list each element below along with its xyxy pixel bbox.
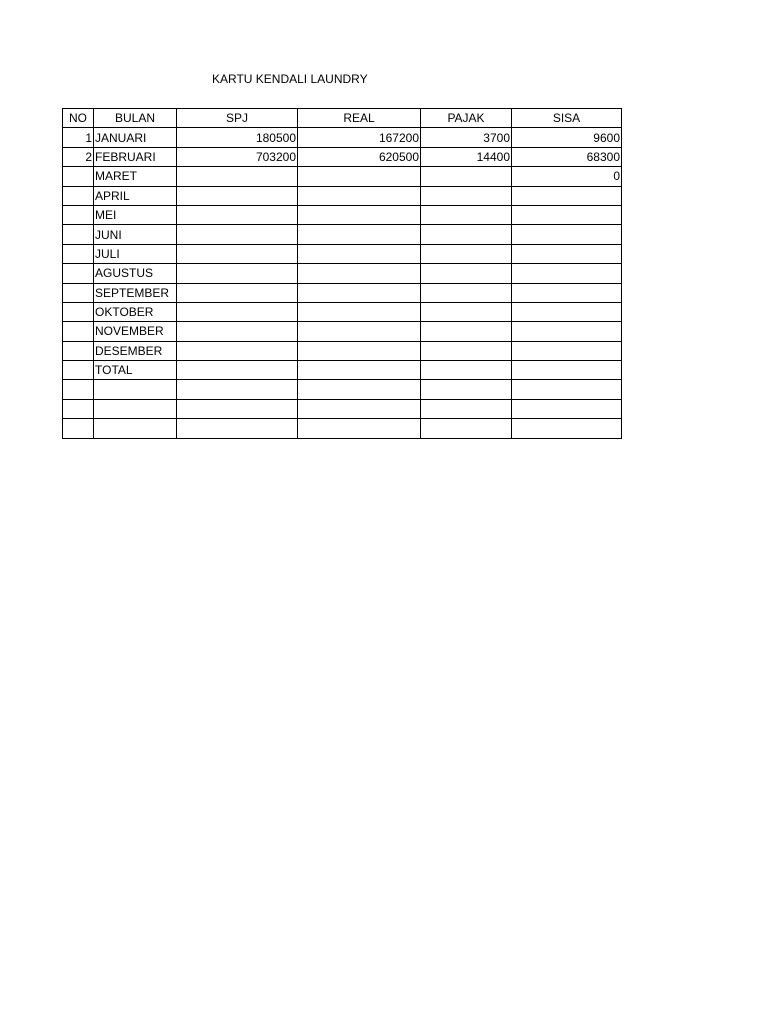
cell-real (298, 419, 421, 438)
table-row (63, 128, 622, 147)
cell-pajak (421, 322, 512, 341)
table-body (63, 128, 622, 438)
cell-real: 620500 (298, 147, 421, 166)
cell-bulan: AGUSTUS (94, 264, 177, 283)
cell-no (63, 264, 94, 283)
table-row (63, 341, 622, 360)
table-row (63, 283, 622, 302)
cell-pajak (421, 361, 512, 380)
table-row (63, 322, 622, 341)
cell-pajak (421, 399, 512, 418)
laundry-control-table (62, 108, 622, 439)
cell-sisa: 0 (512, 167, 622, 186)
table-row (63, 186, 622, 205)
header-real: REAL (298, 109, 421, 128)
cell-spj (177, 167, 298, 186)
cell-no: 1 (63, 128, 94, 147)
header-bulan: BULAN (94, 109, 177, 128)
cell-spj (177, 399, 298, 418)
table-row (63, 205, 622, 224)
cell-pajak (421, 244, 512, 263)
table-row (63, 147, 622, 166)
cell-pajak: 14400 (421, 147, 512, 166)
cell-real (298, 302, 421, 321)
cell-sisa (512, 205, 622, 224)
cell-sisa (512, 283, 622, 302)
cell-pajak (421, 341, 512, 360)
table-row (63, 244, 622, 263)
cell-no (63, 225, 94, 244)
cell-pajak (421, 283, 512, 302)
cell-sisa (512, 264, 622, 283)
cell-sisa (512, 399, 622, 418)
cell-sisa (512, 322, 622, 341)
table-row (63, 167, 622, 186)
cell-no: 2 (63, 147, 94, 166)
table-row (63, 225, 622, 244)
cell-spj (177, 225, 298, 244)
cell-spj (177, 322, 298, 341)
cell-spj (177, 186, 298, 205)
cell-spj (177, 283, 298, 302)
cell-real (298, 380, 421, 399)
cell-bulan: JULI (94, 244, 177, 263)
header-no: NO (63, 109, 94, 128)
cell-no (63, 186, 94, 205)
cell-real (298, 361, 421, 380)
cell-sisa (512, 380, 622, 399)
cell-bulan: TOTAL (94, 361, 177, 380)
cell-real (298, 167, 421, 186)
cell-real (298, 244, 421, 263)
cell-bulan: MARET (94, 167, 177, 186)
cell-real (298, 264, 421, 283)
cell-pajak (421, 167, 512, 186)
cell-no (63, 302, 94, 321)
cell-sisa (512, 341, 622, 360)
cell-bulan: FEBRUARI (94, 147, 177, 166)
cell-real: 167200 (298, 128, 421, 147)
cell-no (63, 419, 94, 438)
cell-no (63, 380, 94, 399)
cell-no (63, 399, 94, 418)
cell-sisa (512, 419, 622, 438)
cell-real (298, 399, 421, 418)
cell-no (63, 361, 94, 380)
cell-real (298, 341, 421, 360)
header-pajak: PAJAK (421, 109, 512, 128)
table-row (63, 264, 622, 283)
cell-bulan: OKTOBER (94, 302, 177, 321)
cell-bulan (94, 399, 177, 418)
cell-sisa: 9600 (512, 128, 622, 147)
header-sisa: SISA (512, 109, 622, 128)
cell-bulan: JANUARI (94, 128, 177, 147)
cell-bulan: JUNI (94, 225, 177, 244)
cell-bulan: MEI (94, 205, 177, 224)
table-row (63, 419, 622, 438)
cell-bulan (94, 380, 177, 399)
cell-real (298, 225, 421, 244)
cell-sisa (512, 361, 622, 380)
table-row (63, 302, 622, 321)
header-spj: SPJ (177, 109, 298, 128)
cell-real (298, 205, 421, 224)
table-row (63, 361, 622, 380)
cell-bulan: DESEMBER (94, 341, 177, 360)
cell-sisa: 68300 (512, 147, 622, 166)
cell-spj (177, 264, 298, 283)
cell-pajak (421, 205, 512, 224)
cell-spj (177, 380, 298, 399)
cell-no (63, 167, 94, 186)
cell-no (63, 205, 94, 224)
cell-pajak (421, 380, 512, 399)
cell-spj (177, 361, 298, 380)
cell-sisa (512, 186, 622, 205)
cell-pajak (421, 419, 512, 438)
cell-bulan: APRIL (94, 186, 177, 205)
table-row (63, 399, 622, 418)
cell-spj (177, 341, 298, 360)
cell-pajak (421, 225, 512, 244)
cell-real (298, 186, 421, 205)
cell-sisa (512, 225, 622, 244)
cell-spj (177, 419, 298, 438)
cell-bulan: NOVEMBER (94, 322, 177, 341)
cell-sisa (512, 302, 622, 321)
cell-real (298, 322, 421, 341)
cell-bulan (94, 419, 177, 438)
cell-real (298, 283, 421, 302)
cell-no (63, 322, 94, 341)
cell-spj (177, 302, 298, 321)
cell-pajak (421, 264, 512, 283)
cell-pajak (421, 186, 512, 205)
cell-no (63, 283, 94, 302)
cell-pajak: 3700 (421, 128, 512, 147)
cell-no (63, 341, 94, 360)
document-title: KARTU KENDALI LAUNDRY (212, 72, 368, 86)
cell-bulan: SEPTEMBER (94, 283, 177, 302)
table-row (63, 380, 622, 399)
cell-no (63, 244, 94, 263)
cell-spj (177, 205, 298, 224)
cell-sisa (512, 244, 622, 263)
cell-pajak (421, 302, 512, 321)
table-header-row (63, 109, 622, 128)
cell-spj: 703200 (177, 147, 298, 166)
cell-spj: 180500 (177, 128, 298, 147)
cell-spj (177, 244, 298, 263)
